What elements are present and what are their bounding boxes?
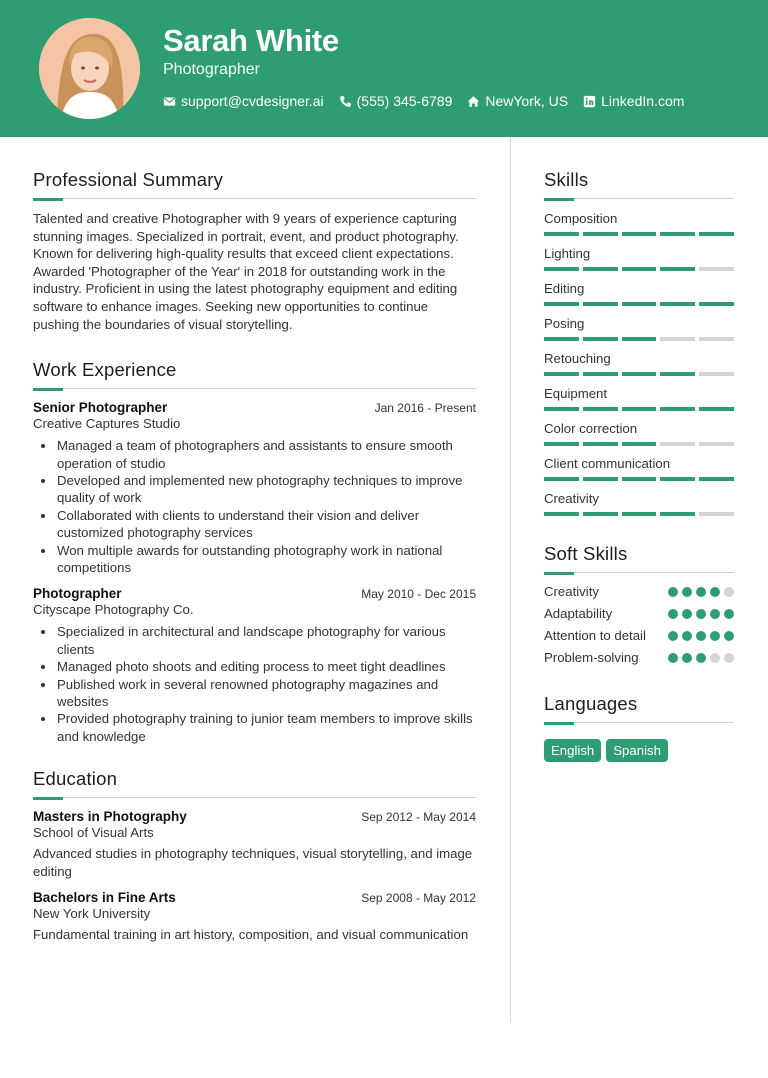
linkedin-icon bbox=[583, 95, 596, 108]
skill-bar-segment bbox=[583, 442, 618, 446]
rating-dot bbox=[696, 631, 706, 641]
soft-skills-list bbox=[544, 583, 734, 667]
skill-level-bar bbox=[544, 512, 734, 516]
summary-section bbox=[33, 168, 476, 333]
language-tags bbox=[544, 739, 734, 762]
skill-bar-segment bbox=[699, 337, 734, 341]
skill-level-bar bbox=[544, 442, 734, 446]
side-column bbox=[544, 168, 734, 762]
candidate-name: Sarah White bbox=[163, 23, 339, 58]
education-entry bbox=[33, 809, 476, 880]
rating-dot bbox=[724, 587, 734, 597]
rating-dot bbox=[710, 609, 720, 619]
rating-dot bbox=[682, 653, 692, 663]
soft-skill-rating bbox=[668, 587, 734, 597]
soft-skill-item bbox=[544, 649, 734, 667]
school-name: School of Visual Arts bbox=[33, 825, 154, 841]
skill-bar-segment bbox=[622, 302, 657, 306]
skill-bar-segment bbox=[544, 302, 579, 306]
skill-name: Composition bbox=[544, 211, 618, 226]
experience-section bbox=[33, 358, 476, 745]
skill-name: Posing bbox=[544, 316, 585, 331]
skill-bar-segment bbox=[583, 407, 618, 411]
section-rule bbox=[33, 198, 476, 200]
list-item: Provided photography training to junior team members to improve skills and knowledge bbox=[57, 710, 476, 745]
skill-level-bar bbox=[544, 302, 734, 306]
skill-level-bar bbox=[544, 407, 734, 411]
rating-dot bbox=[668, 631, 678, 641]
skill-bar-segment bbox=[583, 337, 618, 341]
rating-dot bbox=[668, 609, 678, 619]
rating-dot bbox=[668, 587, 678, 597]
rating-dot bbox=[724, 609, 734, 619]
soft-skill-name: Attention to detail bbox=[544, 628, 646, 643]
skill-bar-segment bbox=[544, 372, 579, 376]
rating-dot bbox=[682, 631, 692, 641]
education-date: Sep 2008 - May 2012 bbox=[361, 891, 476, 906]
list-item: Specialized in architectural and landscape photography for various clients bbox=[57, 623, 476, 658]
skills-list bbox=[544, 210, 734, 516]
skill-item bbox=[544, 245, 734, 271]
skill-bar-segment bbox=[660, 477, 695, 481]
education-description: Fundamental training in art history, composition, and visual communication bbox=[33, 927, 469, 943]
skill-bar-segment bbox=[544, 267, 579, 271]
section-rule bbox=[33, 388, 476, 390]
skill-bar-segment bbox=[699, 372, 734, 376]
skill-bar-segment bbox=[622, 232, 657, 236]
skill-item bbox=[544, 280, 734, 306]
skill-bar-segment bbox=[622, 442, 657, 446]
contact-list bbox=[163, 93, 699, 109]
soft-skill-item bbox=[544, 583, 734, 601]
rating-dot bbox=[682, 609, 692, 619]
skill-bar-segment bbox=[660, 232, 695, 236]
job-bullets bbox=[33, 437, 476, 576]
section-title: Work Experience bbox=[33, 359, 177, 381]
soft-skill-rating bbox=[668, 609, 734, 619]
job-date: Jan 2016 - Present bbox=[374, 401, 476, 416]
phone-icon bbox=[339, 95, 352, 108]
job-title: Senior Photographer bbox=[33, 400, 168, 416]
skill-bar-segment bbox=[544, 477, 579, 481]
languages-section bbox=[544, 692, 734, 762]
skill-item bbox=[544, 420, 734, 446]
section-rule bbox=[544, 722, 734, 724]
section-rule bbox=[33, 797, 476, 799]
job-bullets bbox=[33, 623, 476, 745]
rating-dot bbox=[724, 631, 734, 641]
job-company: Creative Captures Studio bbox=[33, 416, 181, 432]
section-title: Professional Summary bbox=[33, 169, 224, 190]
soft-skill-item bbox=[544, 605, 734, 623]
contact-email[interactable] bbox=[163, 93, 324, 109]
contact-phone-text: (555) 345-6789 bbox=[356, 93, 453, 109]
skill-bar-segment bbox=[622, 267, 657, 271]
skill-bar-segment bbox=[622, 512, 657, 516]
skill-bar-segment bbox=[699, 267, 734, 271]
contact-location bbox=[467, 93, 568, 109]
skill-bar-segment bbox=[699, 512, 734, 516]
skill-bar-segment bbox=[699, 232, 734, 236]
skill-level-bar bbox=[544, 337, 734, 341]
skill-bar-segment bbox=[583, 477, 618, 481]
education-entry bbox=[33, 890, 476, 944]
skill-name: Lighting bbox=[544, 246, 591, 261]
degree-title: Masters in Photography bbox=[33, 809, 187, 825]
degree-title: Bachelors in Fine Arts bbox=[33, 890, 176, 906]
summary-text: Talented and creative Photographer with 9 years of experience capturing stunning images. Specialized in portrait, event, and product photography. Known for delivering high-quality results that exceed client expectations. Awarded 'Photographer of the Year' in 2018 for outstanding work in the industry. Proficient in using the latest photography equipment and editing software to enhance images. Seeking new opportunities to continue pushing the boundaries of visual storytelling. bbox=[33, 211, 459, 332]
skill-bar-segment bbox=[660, 302, 695, 306]
column-divider bbox=[510, 137, 511, 1023]
school-name: New York University bbox=[33, 906, 151, 922]
skill-name: Editing bbox=[544, 281, 585, 296]
contact-linkedin[interactable] bbox=[583, 93, 684, 109]
list-item: Managed photo shoots and editing process to meet tight deadlines bbox=[57, 658, 476, 675]
education-description: Advanced studies in photography techniques, visual storytelling, and image editing bbox=[33, 846, 473, 879]
section-title: Education bbox=[33, 768, 118, 790]
skill-bar-segment bbox=[699, 442, 734, 446]
skill-bar-segment bbox=[583, 302, 618, 306]
job-title: Photographer bbox=[33, 586, 122, 602]
soft-skill-name: Adaptability bbox=[544, 606, 613, 621]
skill-bar-segment bbox=[699, 477, 734, 481]
contact-location-text: NewYork, US bbox=[485, 93, 569, 109]
skill-bar-segment bbox=[660, 267, 695, 271]
section-title: Languages bbox=[544, 693, 638, 714]
soft-skill-name: Problem-solving bbox=[544, 650, 639, 665]
envelope-icon bbox=[163, 95, 176, 108]
skill-item bbox=[544, 455, 734, 481]
job-entry bbox=[33, 400, 476, 576]
skill-name: Equipment bbox=[544, 386, 608, 401]
skill-bar-segment bbox=[583, 512, 618, 516]
rating-dot bbox=[696, 609, 706, 619]
list-item: Developed and implemented new photography techniques to improve quality of work bbox=[57, 472, 476, 507]
language-tag: English bbox=[544, 739, 601, 762]
rating-dot bbox=[724, 653, 734, 663]
rating-dot bbox=[710, 653, 720, 663]
list-item: Published work in several renowned photography magazines and websites bbox=[57, 676, 476, 711]
rating-dot bbox=[710, 631, 720, 641]
rating-dot bbox=[696, 587, 706, 597]
soft-skill-rating bbox=[668, 631, 734, 641]
skill-level-bar bbox=[544, 477, 734, 481]
skill-name: Client communication bbox=[544, 456, 671, 471]
avatar bbox=[39, 18, 140, 119]
skill-bar-segment bbox=[544, 512, 579, 516]
skill-bar-segment bbox=[622, 477, 657, 481]
language-tag: Spanish bbox=[606, 739, 668, 762]
skill-bar-segment bbox=[544, 442, 579, 446]
rating-dot bbox=[668, 653, 678, 663]
skill-name: Creativity bbox=[544, 491, 599, 506]
skill-item bbox=[544, 210, 734, 236]
skill-name: Color correction bbox=[544, 421, 638, 436]
contact-linkedin-text: LinkedIn.com bbox=[601, 93, 685, 109]
education-date: Sep 2012 - May 2014 bbox=[361, 810, 476, 825]
skill-bar-segment bbox=[660, 337, 695, 341]
contact-email-text: support@cvdesigner.ai bbox=[181, 93, 324, 109]
soft-skill-name: Creativity bbox=[544, 584, 599, 599]
section-title: Soft Skills bbox=[544, 543, 628, 564]
soft-skill-rating bbox=[668, 653, 734, 663]
skill-bar-segment bbox=[544, 407, 579, 411]
skill-level-bar bbox=[544, 267, 734, 271]
section-rule bbox=[544, 572, 734, 574]
skill-bar-segment bbox=[660, 407, 695, 411]
home-icon bbox=[467, 95, 480, 108]
job-entry bbox=[33, 586, 476, 745]
skill-bar-segment bbox=[583, 232, 618, 236]
skill-bar-segment bbox=[583, 372, 618, 376]
skill-bar-segment bbox=[660, 442, 695, 446]
skill-level-bar bbox=[544, 232, 734, 236]
education-section bbox=[33, 767, 476, 944]
resume-header bbox=[0, 0, 768, 137]
avatar-portrait-icon bbox=[39, 18, 140, 119]
soft-skill-item bbox=[544, 627, 734, 645]
skill-item bbox=[544, 490, 734, 516]
skill-item bbox=[544, 315, 734, 341]
main-column bbox=[33, 168, 476, 944]
skill-bar-segment bbox=[699, 302, 734, 306]
list-item: Managed a team of photographers and assistants to ensure smooth operation of studio bbox=[57, 437, 476, 472]
rating-dot bbox=[710, 587, 720, 597]
job-company: Cityscape Photography Co. bbox=[33, 602, 194, 618]
contact-phone[interactable] bbox=[339, 93, 453, 109]
skill-bar-segment bbox=[660, 512, 695, 516]
list-item: Won multiple awards for outstanding photography work in national competitions bbox=[57, 542, 476, 577]
skills-section bbox=[544, 168, 734, 516]
candidate-title: Photographer bbox=[163, 61, 260, 78]
skill-bar-segment bbox=[622, 372, 657, 376]
skill-bar-segment bbox=[583, 267, 618, 271]
rating-dot bbox=[696, 653, 706, 663]
section-title: Skills bbox=[544, 169, 589, 190]
job-date: May 2010 - Dec 2015 bbox=[361, 587, 476, 602]
skill-level-bar bbox=[544, 372, 734, 376]
skill-bar-segment bbox=[622, 337, 657, 341]
list-item: Collaborated with clients to understand their vision and deliver customized photography services bbox=[57, 507, 476, 542]
soft-skills-section bbox=[544, 542, 734, 667]
skill-name: Retouching bbox=[544, 351, 611, 366]
skill-bar-segment bbox=[544, 232, 579, 236]
skill-item bbox=[544, 385, 734, 411]
skill-bar-segment bbox=[660, 372, 695, 376]
skill-item bbox=[544, 350, 734, 376]
skill-bar-segment bbox=[544, 337, 579, 341]
skill-bar-segment bbox=[622, 407, 657, 411]
rating-dot bbox=[682, 587, 692, 597]
section-rule bbox=[544, 198, 734, 200]
skill-bar-segment bbox=[699, 407, 734, 411]
